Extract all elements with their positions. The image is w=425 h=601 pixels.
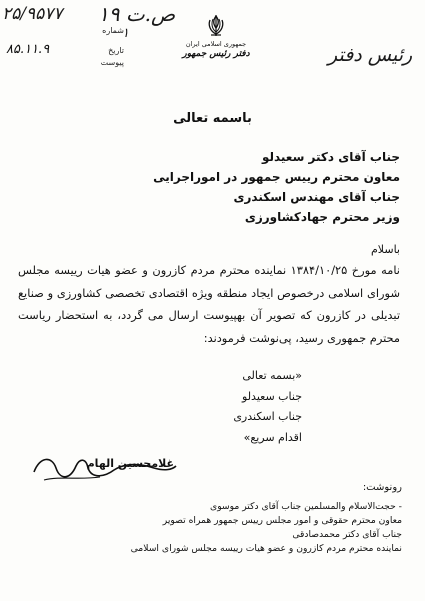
endorsement-note — [200, 366, 302, 448]
number-row — [6, 26, 124, 35]
date-value: ۸۵.۱۱.۹ — [6, 42, 50, 57]
addressee-3: جناب آقای مهندس اسکندری — [233, 190, 400, 204]
handwritten-code: ص.ت ۱۹ — [98, 2, 176, 26]
cc-item: جناب آقای دکتر محمدصادقی — [292, 529, 402, 540]
office-line-1: جمهوری اسلامی ایران — [185, 40, 247, 48]
cc-list — [18, 500, 402, 556]
addressee-4: وزیر محترم جهادکشاورزی — [244, 210, 400, 224]
handwritten-reference: ۲۵/۹۵۷۷ — [2, 4, 63, 24]
number-label: شماره — [102, 26, 124, 35]
date-row — [6, 42, 124, 57]
iran-emblem-icon — [205, 14, 227, 38]
endorsement-line-4: اقدام سریع» — [243, 430, 302, 444]
endorsement-line-1: «بسمه تعالی — [242, 369, 302, 382]
cc-title: رونوشت: — [362, 482, 402, 493]
salutation: باسلام — [370, 243, 400, 256]
body-paragraph: نامه مورخ ۱۳۸۴/۱۰/۲۵ نماینده محترم مردم کازرون و عضو هیات رییسه مجلس شورای اسلامی درخصوص ایجاد منطقه ویژه اقتصادی تخصصی کشاورزی و صنایع تبدیلی در کازرون که تصویر آن بهپیوست ارسال می گردد، به استحضار ریاست محترم جمهوری رسید، پی‌نوشت فرمودند: — [18, 263, 400, 345]
cc-item: نماینده محترم مردم کازرون و عضو هیات رییسه مجلس شورای اسلامی — [130, 543, 402, 554]
office-line-2: دفتر رئیس جمهور — [182, 49, 250, 59]
addressee-2: معاون محترم رییس جمهور در اموراجرایی — [153, 170, 400, 184]
signature-name: غلامحسین الهام — [86, 457, 174, 470]
endorsement-line-2: جناب سعیدلو — [242, 389, 302, 403]
bismillah-heading: باسمه تعالی — [173, 111, 252, 126]
handwritten-code-2: ۱ — [122, 26, 129, 41]
addressee-1: جناب آقای دکتر سعیدلو — [261, 150, 400, 164]
endorsement-line-3: جناب اسکندری — [233, 410, 302, 423]
attachment-row — [6, 58, 124, 67]
date-label: تاریخ — [108, 46, 124, 55]
cc-item: - حجت‌الاسلام والمسلمین جناب آقای دکتر موسوی — [210, 501, 402, 512]
attachment-label: پیوست — [100, 58, 124, 67]
head-office-signature: رئیس دفتر — [328, 44, 413, 66]
cc-item: معاون محترم حقوقی و امور مجلس رییس جمهور همراه تصویر — [162, 515, 402, 526]
